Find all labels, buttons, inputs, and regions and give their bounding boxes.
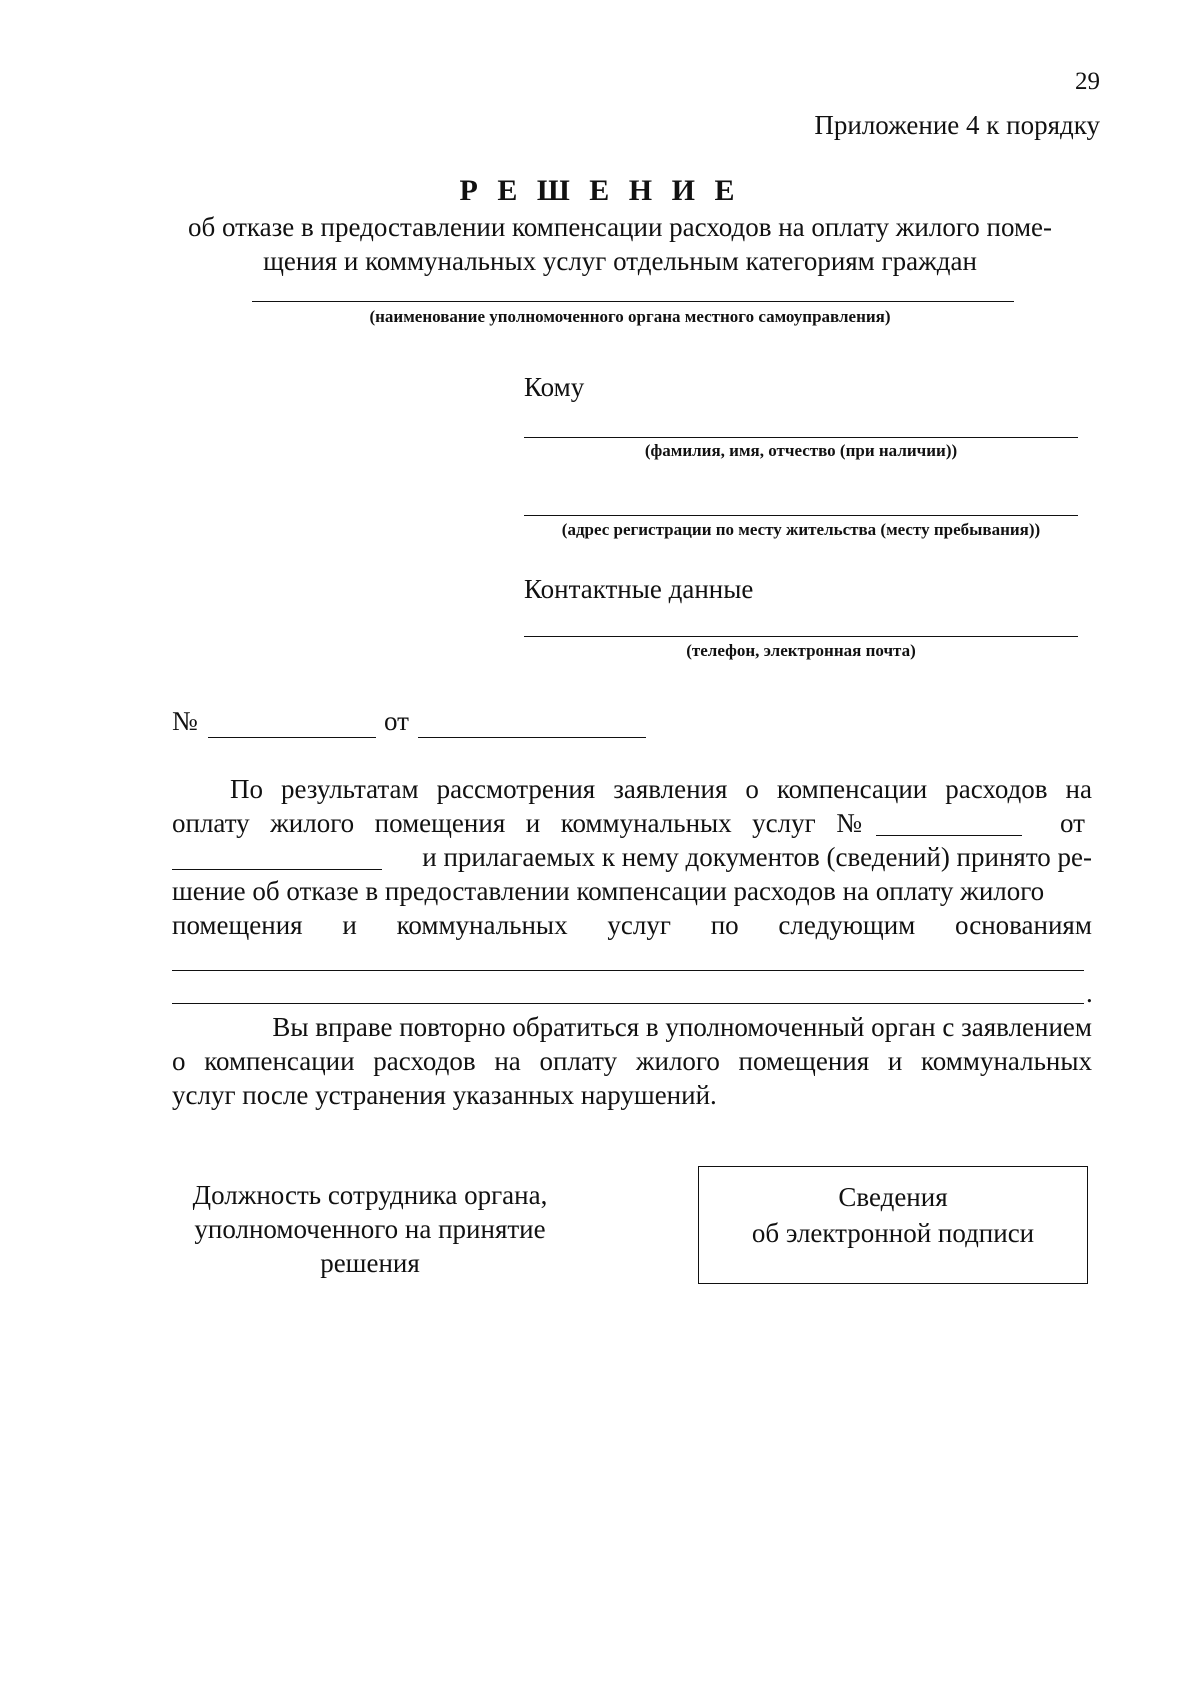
body-p2-row-1: Вы вправе повторно обратиться в уполномоченный орган с заявлением	[272, 1012, 1092, 1042]
body-p1-row-1: По результатам рассмотрения заявления о компенсации расходов на	[230, 774, 1092, 804]
application-date-line	[172, 869, 382, 870]
electronic-signature-box	[698, 1166, 1088, 1284]
document-title: Р Е Ш Е Н И Е	[459, 174, 741, 207]
document-subtitle	[160, 210, 1080, 278]
recipient-label: Кому	[524, 372, 585, 402]
official-position-block	[170, 1178, 570, 1280]
application-from-label: от	[1060, 808, 1085, 838]
appendix-reference: Приложение 4 к порядку	[814, 110, 1100, 140]
contacts-caption: (телефон, электронная почта)	[686, 641, 916, 660]
reasons-line-2	[172, 1003, 1084, 1004]
reasons-end-dot: .	[1086, 978, 1093, 1008]
authority-caption: (наименование уполномоченного органа местного самоуправления)	[369, 307, 891, 326]
position-line-2: уполномоченного на принятие	[194, 1214, 546, 1244]
position-line-3: решения	[320, 1248, 420, 1278]
from-label: от	[384, 706, 409, 736]
number-sign: №	[172, 706, 198, 736]
application-number-line	[876, 835, 1022, 836]
recipient-name-caption: (фамилия, имя, отчество (при наличии))	[644, 441, 958, 460]
subtitle-line-2: щения и коммунальных услуг отдельным категориям граждан	[263, 246, 977, 276]
page-number: 29	[1075, 68, 1100, 95]
subtitle-line-1: об отказе в предоставлении компенсации расходов на оплату жилого поме-	[188, 212, 1052, 242]
body-p2-row-2: о компенсации расходов на оплату жилого помещения и коммунальных	[172, 1046, 1092, 1076]
position-line-1: Должность сотрудника органа,	[192, 1180, 548, 1210]
number-blank-line	[208, 737, 376, 738]
recipient-name-line	[524, 437, 1078, 438]
body-p2-row-3: услуг после устранения указанных нарушений.	[172, 1080, 717, 1110]
signature-box-line-1: Сведения	[838, 1182, 948, 1212]
recipient-address-caption: (адрес регистрации по месту жительства (месту пребывания))	[561, 520, 1041, 539]
authority-blank-line	[252, 301, 1014, 302]
reasons-line-1	[172, 970, 1084, 971]
contacts-line	[524, 636, 1078, 637]
contacts-label: Контактные данные	[524, 574, 754, 604]
signature-box-line-2: об электронной подписи	[751, 1218, 1035, 1248]
body-p1-row-4: шение об отказе в предоставлении компенсации расходов на оплату жилого	[172, 876, 1045, 906]
date-blank-line	[418, 737, 646, 738]
body-p1-row-3: и прилагаемых к нему документов (сведений) принято ре-	[422, 842, 1092, 872]
body-p1-row-5: помещения и коммунальных услуг по следующим основаниям	[172, 910, 1092, 940]
body-p1-row-2: оплату жилого помещения и коммунальных услуг №	[172, 808, 862, 838]
recipient-address-line	[524, 515, 1078, 516]
